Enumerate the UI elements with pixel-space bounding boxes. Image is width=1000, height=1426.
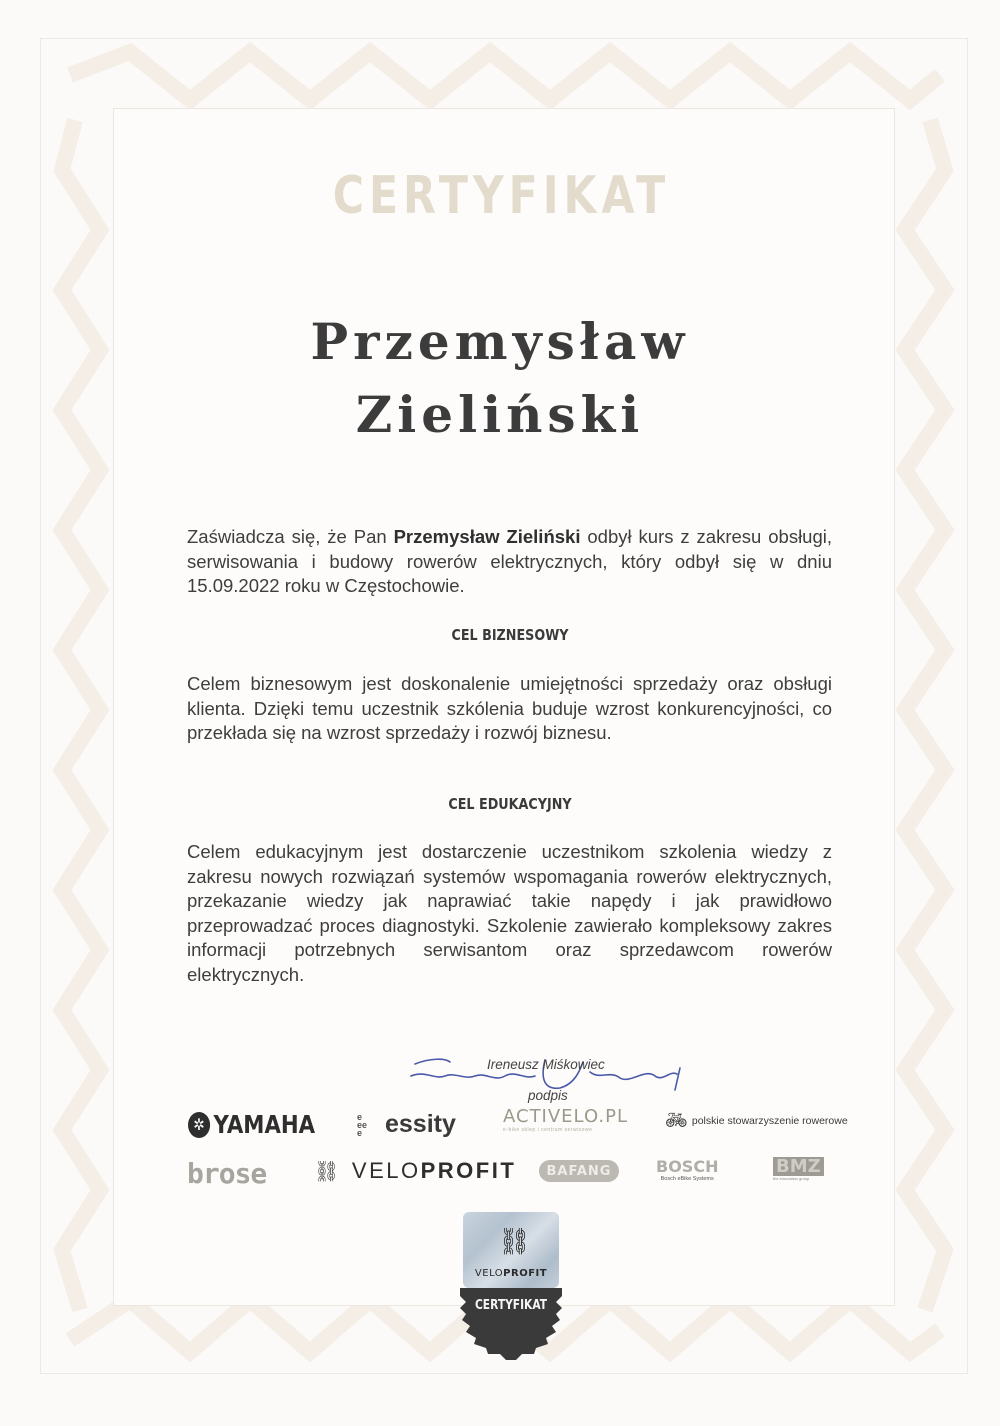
- tuning-fork-icon: ✲: [188, 1112, 210, 1138]
- logo-bosch-text: BOSCH: [656, 1157, 719, 1176]
- badge-brand-light: VELO: [474, 1268, 504, 1279]
- essity-dots-icon: e ee e: [357, 1111, 368, 1138]
- logo-essity-text: essity: [385, 1110, 456, 1138]
- intro-recipient-name: Przemysław Zieliński: [393, 526, 581, 547]
- veloprofit-certificate-badge: [460, 1212, 562, 1362]
- logo-essity: [357, 1110, 456, 1139]
- certificate-title: CERTYFIKAT: [332, 166, 671, 226]
- logo-psr-text: polskie stowarzyszenie rowerowe: [691, 1114, 848, 1127]
- logo-yamaha: [188, 1110, 315, 1139]
- logo-brose-text: brose: [187, 1157, 267, 1190]
- logo-brose: [187, 1157, 266, 1190]
- badge-brand: [460, 1268, 562, 1279]
- logo-bosch-tagline: Bosch eBike Systems: [660, 1176, 714, 1182]
- logo-bmz: [773, 1157, 824, 1181]
- logo-veloprofit-bold: PROFIT: [420, 1158, 517, 1183]
- section-heading-business: CEL BIZNESOWY: [451, 626, 569, 644]
- intro-suffix: odbył kurs z zakresu obsługi, serwisowania i budowy rowerów elektrycznych, który odbył się w dniu 15.09.2022 roku w Częstochowie.: [187, 526, 833, 596]
- section-text-education: Celem edukacyjnym jest dostarczenie uczestnikom szkolenia wiedzy z zakresu nowych rozwiązań systemów wspomagania rowerów elektrycznych, przekazanie wiedzy jak naprawiać takie napędy i jak prawidłowo przeprowadzać proces diagnostyki. Szkolenie zawierało kompleksowy zakres informacji potrzebnych serwisantom oraz sprzedawcom rowerów elektrycznych.: [187, 841, 832, 985]
- logo-activelo-tagline: e-bike sklep i centrum serwisowe: [503, 1127, 593, 1133]
- logo-bafang: [539, 1160, 619, 1182]
- chain-link-icon: ⛓: [314, 1160, 342, 1183]
- logo-activelo: [503, 1106, 628, 1133]
- logo-bmz-tagline: the innovation group: [773, 1176, 810, 1181]
- badge-label: CERTYFIKAT: [474, 1298, 548, 1313]
- section-text-business: Celem biznesowym jest doskonalenie umiejętności sprzedaży oraz obsługi klienta. Dzięki temu uczestnik szkólenia buduje wzrost konkurencyjności, co przekłada się na wzrost sprzedaży i rozwój biznesu.: [187, 673, 832, 743]
- logo-yamaha-text: YAMAHA: [213, 1110, 316, 1139]
- logo-veloprofit: [314, 1158, 516, 1184]
- chain-link-icon: ⛓: [498, 1226, 532, 1256]
- section-heading-education: CEL EDUKACYJNY: [448, 795, 572, 813]
- logo-bmz-text: BMZ: [773, 1157, 824, 1176]
- logo-veloprofit-light: VELO: [351, 1158, 421, 1183]
- signer-name: Ireneusz Miśkowiec: [487, 1057, 605, 1072]
- cyclist-icon: 🚲︎: [665, 1110, 688, 1130]
- intro-prefix: Zaświadcza się, że Pan: [187, 526, 394, 547]
- logo-bosch: [656, 1157, 718, 1182]
- recipient-first-name: Przemysław: [310, 312, 690, 371]
- recipient-last-name: Zieliński: [355, 385, 645, 444]
- logo-bafang-text: BAFANG: [546, 1163, 612, 1179]
- badge-brand-bold: PROFIT: [503, 1268, 548, 1279]
- logo-activelo-text: ACTIVELO.PL: [503, 1106, 628, 1127]
- signature-label: podpis: [528, 1088, 568, 1103]
- intro-paragraph: [187, 525, 832, 599]
- logo-polskie-stowarzyszenie-rowerowe: [665, 1110, 848, 1131]
